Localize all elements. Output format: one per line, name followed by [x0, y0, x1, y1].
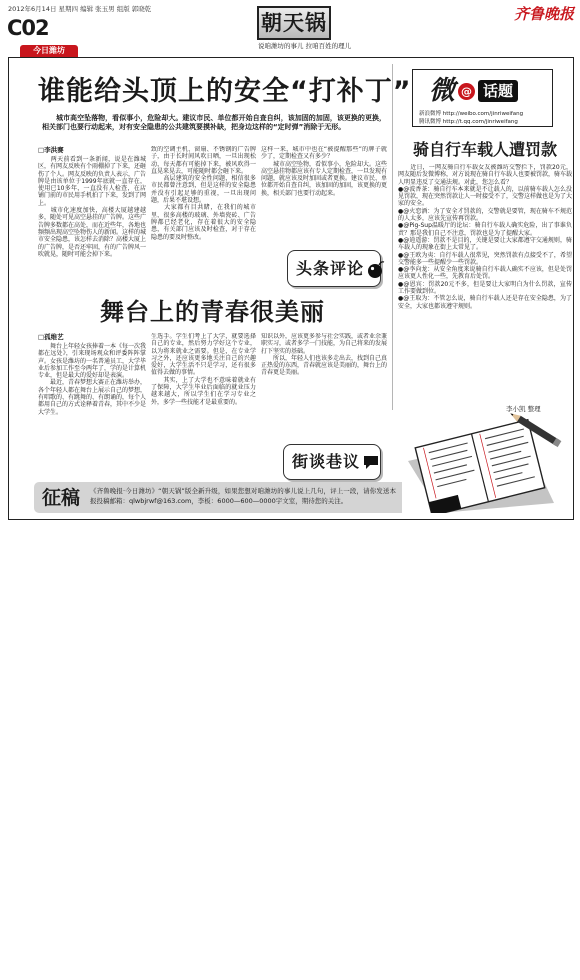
- speech-bubble-icon: [363, 453, 379, 471]
- second-article-column-1: [38, 333, 146, 480]
- second-article-column-3: [261, 333, 387, 441]
- tencent-weibo-label: 腾讯微博: [419, 119, 442, 125]
- second-article-text-1: 舞台上年轻女孩捧着一本《每一次我都在远处》，引来现场观众和评委阵阵掌声。女孩是潍坊的一名普通员工，大学毕业后参加工作至今两年了，学的是计算机专业，但是最大的爱好却是表演。 最近，青春梦想大赛正在潍坊举办，各个年轻人都在舞台上展示自己的梦想，有唱歌的、有跳舞的、有朗诵的，每个人都用自己的方式诠释着青春，其中不少是大学生。: [38, 343, 146, 416]
- topic-signature: 李小凯 整理: [506, 405, 541, 413]
- headline-comment-badge: [287, 250, 381, 287]
- column-logo: 朝天锅: [257, 6, 331, 40]
- topic-headline: 骑自行车载人遭罚款: [413, 140, 558, 159]
- date-line: 2012年6月14日 星期四 编辑 张玉男 组版 郭晓乾: [8, 5, 152, 13]
- weibo-wei-character: 微: [429, 76, 456, 106]
- headline-comment-label: 头条评论: [296, 258, 365, 278]
- lead-article-text-2: 致的空调主机、窗扇、不锈钢的广告牌子，由于长时间风吹日晒，一旦出现松动，每天都有可能掉下来，被风吹得一直晃来晃去，可能随时都会砸下来。 高层建筑的安全性问题，相信很多市民都曾注意到，但是这样的安全隐患并没有引起足够的重视，一旦出现问题，后果不堪设想。 大家都有目共睹，在我们的城市里，很多高楼的玻璃、外墙瓷砖、广告牌都已经老化，存在着很大的安全隐患，有关部门应该及时检查，对于存在隐患的要及时整改。: [151, 146, 256, 241]
- tencent-weibo-url: http://t.qq.com/jinriweifang: [442, 119, 518, 125]
- street-talk-label: 街谈巷议: [292, 452, 361, 471]
- second-article-text-3: 知识以外，应该更多参与社会实践，或者业余兼职实习，或者多学一门技能，为自己将来的发展打下坚实的基础。 所以，年轻人们也该多走出去，找到自己真正热爱的东西，青春就应该是美丽的，舞台上的青春更是美丽。: [261, 333, 387, 377]
- sina-weibo-line: [419, 111, 523, 118]
- weibo-topic-title: [429, 74, 518, 108]
- second-article-column-2: [151, 333, 256, 480]
- call-for-submissions-text: 《齐鲁晚报·今日潍坊》“朝天锅”版全新升级，如果您想对咱潍坊的事儿说上几句，评上一段，请你发送本报投稿邮箱：qlwbjrwf@163.com，李板：6000—600—0000宇文室，期待您的关注。: [90, 487, 396, 505]
- lead-article-text-3: 这样一来，城市中也在“被提醒那些”的牌子就少了，定期检查又有多少？ 城市高空坠物，看似事小，危险却大。这些高空悬挂物都应该有专人定期检查，一旦发现有问题，就应该及时加固或者更换。建议市民、单位都开始自查自纠，该加固的加固，该更换的更换，相关部门也要行动起来。: [261, 146, 387, 197]
- section-tab: 今日潍坊: [20, 45, 78, 57]
- weibo-topic-box: [412, 69, 553, 127]
- tencent-weibo-line: [419, 119, 518, 126]
- street-talk-badge: [283, 444, 381, 480]
- call-for-submissions-bar: [34, 482, 402, 513]
- second-article-byline: □孤维艺: [38, 333, 64, 341]
- column-divider: [392, 64, 393, 410]
- lead-article-column-2: [151, 146, 256, 294]
- sina-weibo-label: 新浪微博: [419, 111, 442, 117]
- bomb-icon: [367, 259, 385, 279]
- second-article-text-2: 生选手。学生们考上了大学，就要选择自己的专业，然后努力学好这个专业，以为将来就业之需要。但是，在专业学习之外，还应该更多地关注自己的兴趣爱好，大学生活不只是学习，还有很多值得去做的事情。 其实，上了大学也不意味着就业有了保障，大学生毕业后面临的就业压力越来越大，所以学生们在学习专业之外，多学一些技能才是最重要的。: [151, 333, 256, 406]
- topic-body: 近日，一网友骑自行车载女友被潍坊交警拦下，罚款20元，网友随后发微博称，对方说现在骑自行车载人也要被罚款，骑车载人明显违反了交通法规。对此，您怎么看？ ●@波香茶：骑自行车本来就是不让载人的，以前骑车载人怎么没见罚款，现在突然罚款让人一时接受不了，交警这样做也是为了大家的安全。 ●@火恋酒：为了安全才罚款的，交警就是要管，现在骑车不规范的人太多，应该先宣传再罚款。 ●@Pig-Sup温暖厅的论坛：骑自行车载人确实危险，出了事谁负责？那是我们自己不注意，罚款也是为了提醒大家。 ●@逍遥游：罚款不是目的，关键是要让大家都遵守交通规则，骑车载人的现象在街上太常见了。 ●@王欧为夷：自行车载人很常见，突然罚款有点接受不了，希望交警能多一些提醒少一些罚款。 ●@李向龙：从安全角度来说骑自行车载人确实不应该，但是处罚应该更人性化一些，先教育后处罚。 ●@恩宾：罚款20元不多，但是要让大家明白为什么罚款，宣传工作要做到位。 ●@王取为：不管怎么说，骑自行车载人还是存在安全隐患，为了安全，大家也都该遵守规则。: [398, 164, 572, 310]
- lead-article-headline: 谁能给头顶上的安全“打补丁”: [38, 76, 412, 107]
- sina-weibo-url: http://weibo.com/jinriweifang: [442, 111, 524, 117]
- lead-article-text-1: 两天前看到一条新闻，说是在潍城区，有网友反映有个雨棚掉了下来，还砸伤了个人。网友反映的负责人表示，广告牌是由该单位于1999年底就一直存在，使用已10多年，一直没有人检查，在店铺门前的市民用手机拍了下来，发到了网上。 城市化速度加快，高楼大厦越建越多，随处可见高空悬挂的广告牌。这些广告牌多数都在高处，而在近些年，各地也频频出现高空坠物伤人的新闻。这样的城市安全隐患，该怎样去消除？高楼大厦上的广告牌，是否还牢固，有的广告牌风一吹就晃，随时可能会掉下来。: [38, 156, 146, 258]
- second-article-headline: 舞台上的青春很美丽: [100, 298, 325, 326]
- page-number: C02: [7, 16, 49, 40]
- column-slogan: 说咱潍坊的事儿 拉咱百姓的理儿: [258, 42, 352, 50]
- lead-article-column-3: [261, 146, 387, 246]
- newspaper-logo: 齐鲁晚报: [514, 5, 575, 23]
- lead-article-byline: □李洪赛: [38, 146, 64, 154]
- lead-article-column-1: [38, 146, 146, 294]
- at-icon: @: [458, 83, 475, 100]
- call-for-submissions-label: 征稿: [42, 487, 81, 509]
- weibo-topic-label: 话题: [478, 80, 518, 102]
- lead-article-summary: 城市高空坠落物，看似事小，危险却大。建议市民、单位都开始自查自纠，该加固的加固，该更换的更换，相关部门也要行动起来，对有安全隐患的公共建筑要摸补缺，把身边这样的“定时弹”消除于无形。: [42, 114, 386, 131]
- notebook-pencil-illustration: [394, 413, 572, 513]
